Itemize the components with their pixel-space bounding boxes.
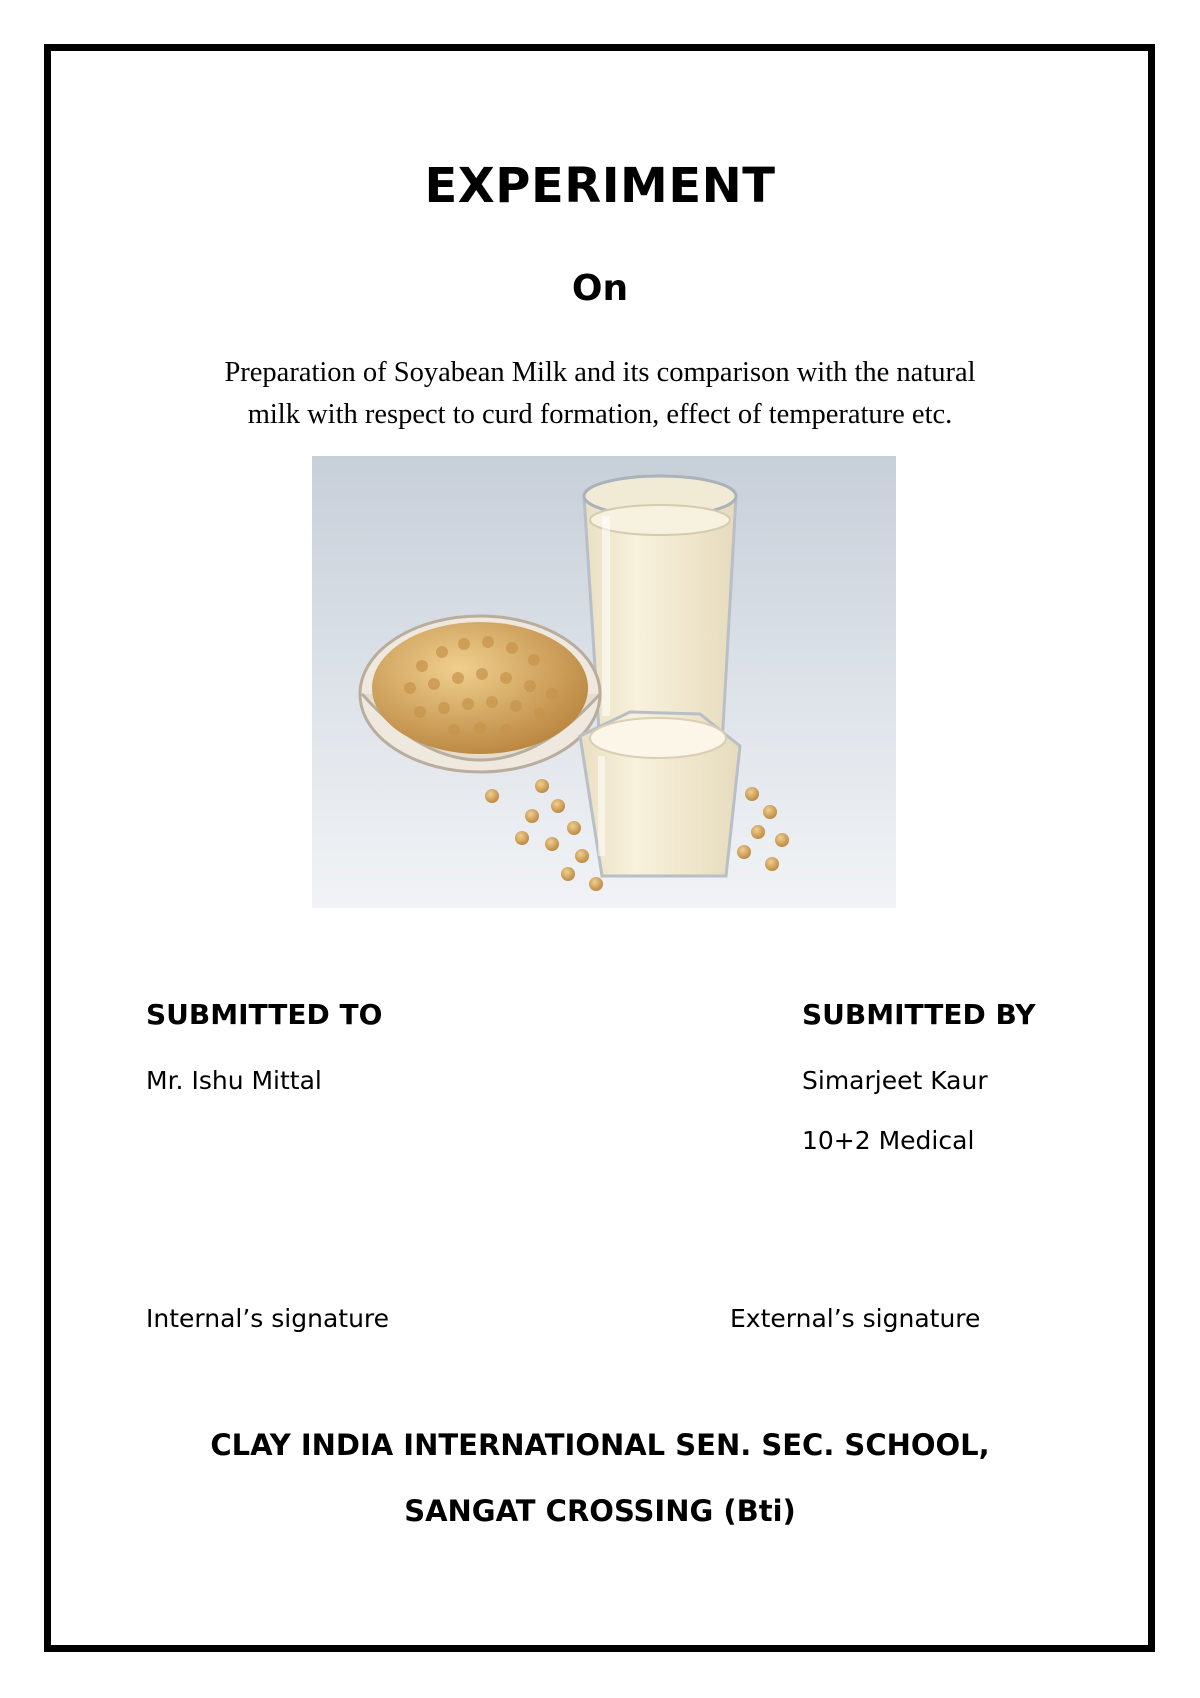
description-line-1: Preparation of Soyabean Milk and its comparison with the natural	[224, 357, 976, 388]
tall-glass-of-milk	[584, 476, 736, 746]
soy-milk-photo	[312, 456, 896, 908]
external-signature-label: External’s signature	[730, 1304, 981, 1333]
internal-signature-label: Internal’s signature	[146, 1304, 390, 1333]
school-name: CLAY INDIA INTERNATIONAL SEN. SEC. SCHOOL,	[210, 1428, 990, 1462]
submitted-by-label: SUBMITTED BY	[802, 998, 1036, 1031]
document-title: EXPERIMENT	[424, 158, 776, 214]
teacher-name: Mr. Ishu Mittal	[146, 1066, 322, 1095]
description-line-2: milk with respect to curd formation, effect of temperature etc.	[247, 399, 953, 430]
school-location: SANGAT CROSSING (Bti)	[404, 1494, 796, 1528]
student-class: 10+2 Medical	[802, 1126, 975, 1155]
experiment-description	[150, 352, 1050, 436]
bowl-of-soybeans	[360, 616, 600, 772]
document-subtitle: On	[571, 268, 629, 309]
short-glass-of-milk	[580, 712, 740, 876]
submitted-to-label: SUBMITTED TO	[146, 998, 383, 1031]
student-name: Simarjeet Kaur	[802, 1066, 988, 1095]
